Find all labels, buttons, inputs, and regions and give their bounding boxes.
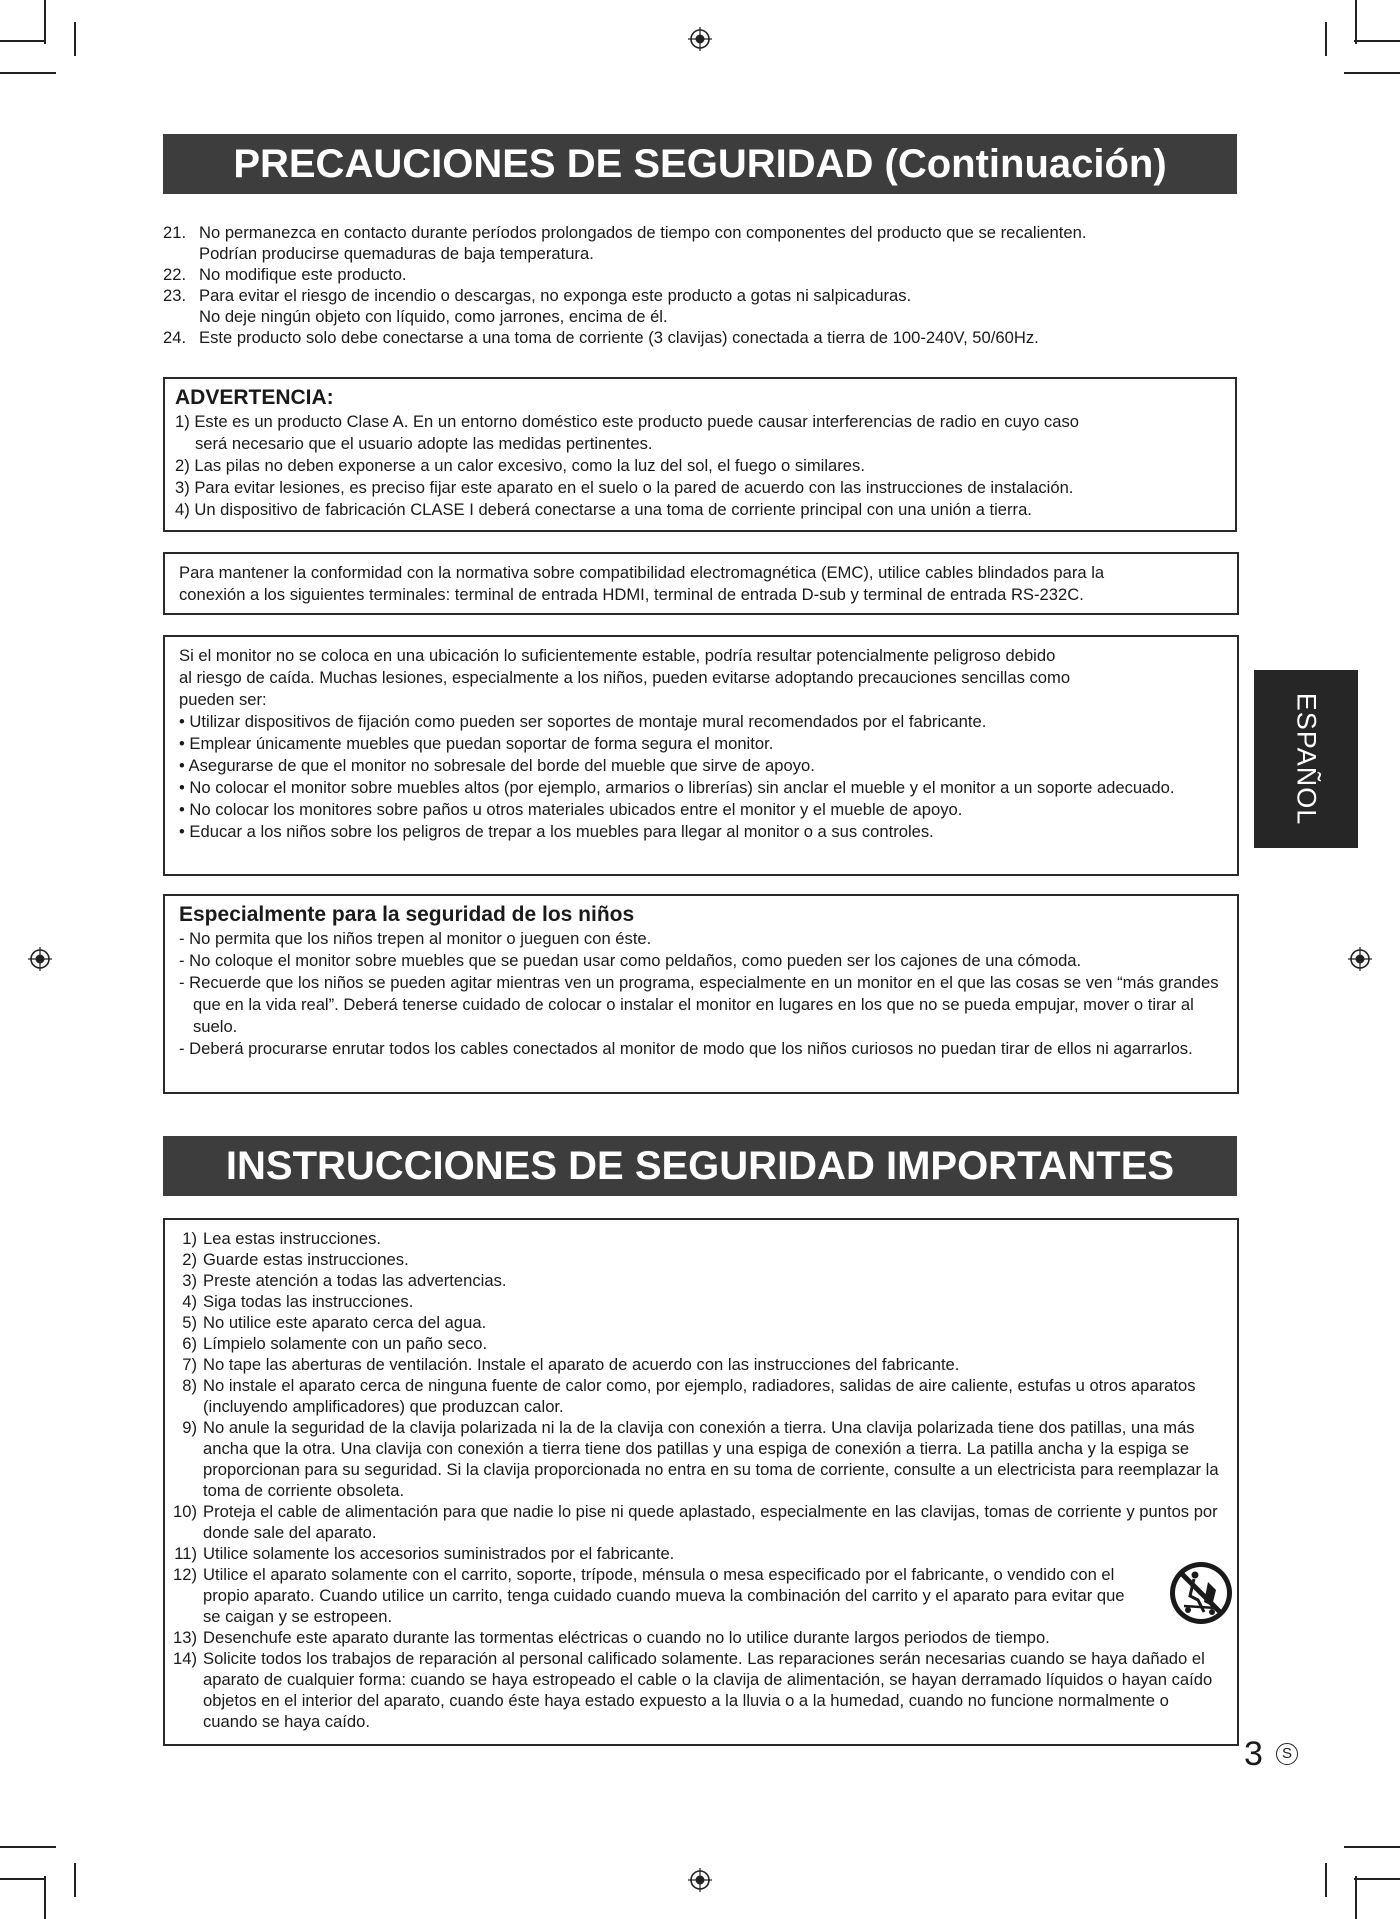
crop-mark — [0, 1846, 56, 1848]
instruction-item — [169, 1417, 1225, 1501]
precautions-list — [163, 222, 1243, 348]
children-safety-title: Especialmente para la seguridad de los niños — [179, 903, 635, 926]
language-label: ESPAÑOL — [1291, 692, 1322, 826]
registration-mark-icon — [28, 947, 52, 971]
item-number: 1) — [182, 1229, 197, 1248]
emc-box — [163, 552, 1239, 615]
crop-mark — [44, 1876, 46, 1919]
item-text: Solicite todos los trabajos de reparación al personal calificado solamente. Las reparaciones serán necesarias cuando se haya dañado el aparato de cualquier forma: cuando se haya estropeado el cable o la clavija de alimentación, se hayan derramado líquidos o hayan caído objetos en el interior del aparato, cuando éste haya estado expuesto a la lluvia o a la humedad, cuando no funcione normalmente o cuando se haya caído. — [203, 1649, 1213, 1731]
item-text: Guarde estas instrucciones. — [203, 1250, 409, 1269]
crop-mark — [1355, 1876, 1357, 1919]
crop-mark — [0, 40, 46, 42]
children-item: - Deberá procurarse enrutar todos los cables conectados al monitor de modo que los niños curiosos no puedan tirar de ellos ni agarrarlos. — [179, 1039, 1193, 1058]
instruction-item — [169, 1648, 1225, 1732]
list-item — [163, 264, 1243, 285]
instruction-item — [169, 1228, 1225, 1249]
item-number: 14) — [173, 1649, 197, 1668]
list-item — [163, 327, 1243, 348]
crop-mark — [1354, 1878, 1400, 1880]
language-side-tab — [1254, 670, 1358, 848]
item-text: Desenchufe este aparato durante las tormentas eléctricas o cuando no lo utilice durante largos periodos de tiempo. — [203, 1628, 1050, 1647]
item-text: Siga todas las instrucciones. — [203, 1292, 414, 1311]
warning-item: 2) Las pilas no deben exponerse a un calor excesivo, como la luz del sol, el fuego o similares. — [175, 456, 865, 475]
item-number: 12) — [173, 1565, 197, 1584]
page-suffix-badge: S — [1276, 1743, 1298, 1765]
stability-bullet: • No colocar los monitores sobre paños u otros materiales ubicados entre el monitor y el mueble de apoyo. — [179, 800, 963, 819]
children-item: - No coloque el monitor sobre muebles que se puedan usar como peldaños, como pueden ser los cajones de una cómoda. — [179, 951, 1082, 970]
instruction-item — [169, 1354, 1225, 1375]
instruction-item — [169, 1543, 1225, 1564]
item-number: 3) — [182, 1271, 197, 1290]
item-text: No deje ningún objeto con líquido, como jarrones, encima de él. — [199, 307, 668, 326]
item-text: Este producto solo debe conectarse a una toma de corriente (3 clavijas) conectada a tierra de 100-240V, 50/60Hz. — [199, 328, 1039, 347]
registration-mark-icon — [1348, 947, 1372, 971]
item-text: Preste atención a todas las advertencias. — [203, 1271, 507, 1290]
instruction-item — [169, 1375, 1225, 1417]
crop-mark — [1325, 22, 1327, 56]
item-number: 8) — [182, 1376, 197, 1395]
item-text: Utilice el aparato solamente con el carrito, soporte, trípode, ménsula o mesa especificado por el fabricante, o vendido con el propio aparato. Cuando utilice un carrito, tenga cuidado cuando mueva la combinación del carrito y el aparato para evitar que se caigan y se estropeen. — [203, 1565, 1125, 1626]
crop-mark — [44, 0, 46, 44]
item-text: No anule la seguridad de la clavija polarizada ni la de la clavija con conexión a tierra. Una clavija polarizada tiene dos patillas, una más ancha que la otra. Una clavija con conexión a tierra tiene dos patillas y una espiga de conexión a tierra. La patilla ancha y la espiga se proporcionan para su seguridad. Si la clavija proporcionada no entra en su toma de corriente, consulte a un electricista para reemplazar la toma de corriente obsoleta. — [203, 1418, 1219, 1500]
item-number: 2) — [182, 1250, 197, 1269]
stability-bullet: • Asegurarse de que el monitor no sobresale del borde del mueble que sirve de apoyo. — [179, 756, 815, 775]
stability-bullet: • No colocar el monitor sobre muebles altos (por ejemplo, armarios o librerías) sin anclar el mueble y el monitor a un soporte adecuado. — [179, 778, 1175, 797]
page-number: 3 — [1244, 1735, 1263, 1773]
crop-mark — [1344, 1846, 1400, 1848]
children-item: - No permita que los niños trepen al monitor o jueguen con éste. — [179, 929, 652, 948]
item-text: Para evitar el riesgo de incendio o descargas, no exponga este producto a gotas ni salpicaduras. — [199, 286, 912, 305]
item-number: 11) — [174, 1544, 197, 1563]
item-number: 21. — [163, 223, 187, 242]
stability-box — [163, 635, 1239, 876]
crop-mark — [1325, 1863, 1327, 1897]
crop-mark — [1355, 0, 1357, 44]
children-safety-box — [163, 894, 1239, 1094]
instruction-item — [169, 1270, 1225, 1291]
item-text: Utilice solamente los accesorios suministrados por el fabricante. — [203, 1544, 675, 1563]
emc-text: conexión a los siguientes terminales: terminal de entrada HDMI, terminal de entrada D-sub y terminal de entrada RS-232C. — [179, 585, 1084, 604]
item-number: 7) — [182, 1355, 197, 1374]
item-number: 23. — [163, 286, 187, 305]
stability-intro: al riesgo de caída. Muchas lesiones, especialmente a los niños, pueden evitarse adoptando precauciones sencillas como — [179, 668, 1071, 687]
instruction-item — [169, 1564, 1225, 1627]
item-number: 13) — [173, 1628, 197, 1647]
stability-intro: Si el monitor no se coloca en una ubicación lo suficientemente estable, podría resultar potencialmente peligroso debido — [179, 646, 1056, 665]
warning-text: será necesario que el usuario adopte las medidas pertinentes. — [195, 434, 653, 453]
stability-intro: pueden ser: — [179, 690, 267, 709]
stability-bullet: • Utilizar dispositivos de fijación como pueden ser soportes de montaje mural recomendados por el fabricante. — [179, 712, 987, 731]
registration-mark-icon — [688, 1868, 712, 1892]
item-number: 4) — [182, 1292, 197, 1311]
warning-item: 3) Para evitar lesiones, es preciso fijar este aparato en el suelo o la pared de acuerdo con las instrucciones de instalación. — [175, 478, 1074, 497]
instruction-item — [169, 1312, 1225, 1333]
crop-mark — [0, 72, 56, 74]
list-item — [163, 285, 1243, 327]
item-text: No utilice este aparato cerca del agua. — [203, 1313, 487, 1332]
crop-mark — [74, 1863, 76, 1897]
item-number: 5) — [182, 1313, 197, 1332]
crop-mark — [74, 22, 76, 56]
instructions-box — [163, 1218, 1239, 1746]
item-number: 22. — [163, 265, 187, 284]
warning-title: ADVERTENCIA: — [175, 386, 334, 409]
emc-text: Para mantener la conformidad con la normativa sobre compatibilidad electromagnética (EMC), utilice cables blindados para la — [179, 563, 1105, 582]
item-text: No instale el aparato cerca de ninguna fuente de calor como, por ejemplo, radiadores, salidas de aire caliente, estufas u otros aparatos (incluyendo amplificadores) que produzcan calor. — [203, 1376, 1196, 1416]
warning-box — [163, 377, 1237, 532]
warning-text: 1) Este es un producto Clase A. En un entorno doméstico este producto puede causar interferencias de radio en cuyo caso — [175, 412, 1079, 431]
instruction-item — [169, 1249, 1225, 1270]
item-text: No permanezca en contacto durante períodos prolongados de tiempo con componentes del producto que se recalienten. — [199, 223, 1087, 242]
item-number: 10) — [173, 1502, 197, 1521]
item-text: No modifique este producto. — [199, 265, 407, 284]
item-text: No tape las aberturas de ventilación. Instale el aparato de acuerdo con las instrucciones del fabricante. — [203, 1355, 960, 1374]
instruction-item — [169, 1291, 1225, 1312]
item-text: Lea estas instrucciones. — [203, 1229, 382, 1248]
list-item — [163, 222, 1243, 264]
warning-item — [175, 411, 1225, 455]
children-item: - Recuerde que los niños se pueden agitar mientras ven un programa, especialmente en un monitor en el que las cosas se ven “más grandes que en la vida real”. Deberá tenerse cuidado de colocar o instalar el monitor en lugares en los que no se pueda empujar, mover o tirar al suelo. — [179, 973, 1219, 1036]
precautions-title: PRECAUCIONES DE SEGURIDAD (Continuación) — [163, 134, 1237, 194]
stability-bullet: • Emplear únicamente muebles que puedan soportar de forma segura el monitor. — [179, 734, 774, 753]
instruction-item — [169, 1627, 1225, 1648]
item-number: 9) — [182, 1418, 197, 1437]
cart-tip-over-warning-icon — [1168, 1560, 1234, 1626]
instructions-title: INSTRUCCIONES DE SEGURIDAD IMPORTANTES — [163, 1136, 1237, 1196]
stability-bullet: • Educar a los niños sobre los peligros de trepar a los muebles para llegar al monitor o a sus controles. — [179, 822, 934, 841]
item-number: 24. — [163, 328, 187, 347]
instruction-item — [169, 1501, 1225, 1543]
crop-mark — [0, 1878, 46, 1880]
crop-mark — [1344, 72, 1400, 74]
item-text: Podrían producirse quemaduras de baja temperatura. — [199, 244, 594, 263]
registration-mark-icon — [688, 27, 712, 51]
item-number: 6) — [182, 1334, 197, 1353]
item-text: Proteja el cable de alimentación para que nadie lo pise ni quede aplastado, especialmente en las clavijas, tomas de corriente y puntos por donde sale del aparato. — [203, 1502, 1218, 1542]
instruction-item — [169, 1333, 1225, 1354]
item-text: Límpielo solamente con un paño seco. — [203, 1334, 488, 1353]
crop-mark — [1354, 40, 1400, 42]
warning-item: 4) Un dispositivo de fabricación CLASE I deberá conectarse a una toma de corriente principal con una unión a tierra. — [175, 500, 1032, 519]
